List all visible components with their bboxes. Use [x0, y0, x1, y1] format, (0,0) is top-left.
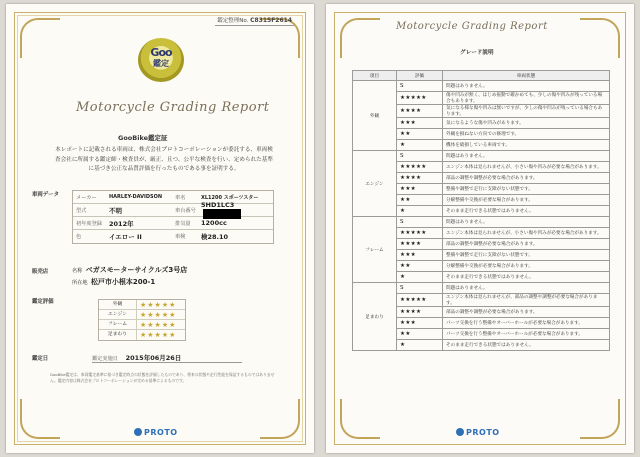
grade-label: フレーム — [99, 320, 137, 329]
condition-cell: 問題はありません。 — [443, 81, 610, 92]
condition-cell: 気になる様な傷や凹みは無いですが、少しの傷や凹みが残っている場合もあります。 — [443, 105, 610, 118]
vehicle-section-label: 車両データ — [32, 192, 59, 198]
condition-cell: そのまま走行できる状態ではありません。 — [443, 272, 610, 283]
goo-bike-logo — [138, 38, 184, 82]
corner-ornament — [20, 399, 60, 439]
grade-stars: ★★★★★ — [140, 300, 177, 309]
inspection-date — [92, 353, 242, 363]
shop-addr-label: 所在地 — [72, 280, 88, 286]
condition-cell: 部品の調整や調整が必要な場合があります。 — [443, 173, 610, 184]
condition-cell: 機体を破損している車両です。 — [443, 140, 610, 151]
condition-cell: 問題はありません。 — [443, 151, 610, 162]
proto-logo-icon — [456, 428, 464, 436]
condition-cell: エンジン本体は見られませんが、部品の調整や調整が必要な場合があります。 — [443, 294, 610, 307]
logo-text: Goo — [150, 46, 172, 59]
shop-address: 松戸市小根本200-1 — [90, 278, 156, 286]
grade-cell: ★★★★ — [397, 105, 443, 118]
grade-label: 足まわり — [99, 330, 137, 340]
field-value: イエロー II — [109, 233, 142, 241]
corner-ornament — [340, 399, 380, 439]
grade-cell: S — [397, 217, 443, 228]
table-row — [353, 81, 610, 92]
cert-number-value: C8315F2614 — [250, 17, 292, 24]
grade-explanation-page — [326, 4, 634, 453]
grade-cell: ★★★★★ — [397, 228, 443, 239]
grade-label: 外観 — [99, 300, 137, 309]
grade-cell: ★ — [397, 140, 443, 151]
field-label: 色 — [76, 234, 82, 240]
condition-cell: 外観を損ねない方向での修理です。 — [443, 129, 610, 140]
category-cell: 外観 — [353, 81, 397, 151]
condition-cell: パーツ交換を行う整備やオーバーホールが必要な場合があります。 — [443, 318, 610, 329]
table-row — [353, 151, 610, 162]
vehicle-row — [73, 217, 273, 230]
condition-cell: 整備や調整で走行に支障がない状態です。 — [443, 184, 610, 195]
grade-cell: ★★★★ — [397, 307, 443, 318]
grade-row — [99, 310, 185, 320]
vehicle-data-table — [72, 190, 274, 244]
grade-row — [99, 300, 185, 310]
proto-logo — [456, 428, 500, 437]
field-label: メーカー — [76, 194, 97, 201]
cert-number — [215, 16, 294, 26]
field-value: 2012年 — [109, 219, 134, 228]
table-row — [353, 217, 610, 228]
shop-addr-line — [72, 277, 187, 289]
condition-cell: 部品の調整や調整が必要な場合があります。 — [443, 239, 610, 250]
field-value: 1200cc — [201, 219, 227, 227]
field-value: 検28.10 — [201, 233, 229, 241]
proto-logo-text: PROTO — [466, 428, 500, 437]
intro-text: 本レポートに記載される車両は、株式会社プロトコーポレーションが委託する、車両検査会社に所属する鑑定師・検査員が、厳正、且つ、公平な検査を行い、定められた基準に基づき公正な品質評価を行ったものである事を証明する。 — [55, 147, 273, 172]
grade-cell: ★★★★★ — [397, 162, 443, 173]
condition-cell: 気になるような傷や凹みがあります。 — [443, 118, 610, 129]
field-value: HARLEY-DAVIDSON — [109, 194, 163, 200]
grade-cell: ★★★★★ — [397, 294, 443, 307]
frame-number-value: 5HD1LC3 — [201, 201, 235, 209]
grade-stars: ★★★★★ — [140, 310, 177, 319]
logo-sub: 鑑定 — [153, 59, 169, 68]
table-header-row — [353, 71, 610, 81]
grade-cell: S — [397, 283, 443, 294]
condition-cell: エンジン本体は見られませんが、小さい傷や凹みが必要な場合があります。 — [443, 162, 610, 173]
header-condition: 車両状態 — [443, 71, 610, 81]
grade-stars: ★★★★★ — [140, 331, 177, 339]
condition-cell: 整備や調整で走行に支障がない状態です。 — [443, 250, 610, 261]
frame-number — [201, 201, 273, 219]
corner-ornament — [580, 18, 620, 58]
grade-row — [99, 330, 185, 340]
report-subtitle: GooBike鑑定証 — [118, 134, 168, 142]
grade-explanation-table — [352, 70, 610, 351]
corner-ornament — [20, 18, 60, 58]
certificate-page — [6, 4, 314, 453]
proto-logo-text: PROTO — [144, 428, 178, 437]
grade-cell: S — [397, 81, 443, 92]
grade-cell: ★★★ — [397, 318, 443, 329]
proto-logo-icon — [134, 428, 142, 436]
condition-cell: 分解整備や交換が必要な場合があります。 — [443, 261, 610, 272]
header-grade: 評価 — [397, 71, 443, 81]
table-row — [353, 283, 610, 294]
grade-cell: ★★ — [397, 329, 443, 340]
field-value: XL1200 スポーツスター — [201, 194, 259, 201]
report-title: Motorcycle Grading Report — [76, 100, 270, 115]
report-title: Motorcycle Grading Report — [396, 21, 548, 32]
grade-summary-table — [98, 299, 186, 341]
shop-section-label: 販売店 — [32, 269, 49, 275]
header-item: 項目 — [353, 71, 397, 81]
grade-cell: ★★ — [397, 129, 443, 140]
vehicle-row — [73, 201, 273, 217]
category-cell: 足まわり — [353, 283, 397, 351]
grade-cell: ★ — [397, 340, 443, 351]
grade-cell: ★★★ — [397, 250, 443, 261]
corner-ornament — [580, 399, 620, 439]
condition-cell: そのまま走行できる状態ではありません。 — [443, 340, 610, 351]
field-label: 車台番号 — [175, 207, 196, 214]
grade-cell: ★★★★ — [397, 173, 443, 184]
grade-stars: ★★★★★ — [140, 320, 177, 329]
shop-info — [72, 265, 187, 289]
report-subtitle: グレード説明 — [460, 50, 494, 56]
redaction-bar — [203, 209, 241, 219]
condition-cell: パーツ交換を行う整備やオーバーホールが必要な場合があります。 — [443, 329, 610, 340]
condition-cell: 問題はありません。 — [443, 283, 610, 294]
condition-cell: エンジン本体は見られませんが、小さい傷や凹みが必要な場合があります。 — [443, 228, 610, 239]
vehicle-row — [73, 230, 273, 243]
grade-cell: ★★★★★ — [397, 92, 443, 105]
date-label: 鑑定実施日 — [92, 356, 118, 362]
grade-cell: ★ — [397, 206, 443, 217]
field-label: 初年度登録 — [76, 220, 102, 227]
condition-cell: そのまま走行できる状態ではありません。 — [443, 206, 610, 217]
field-label: 排気量 — [175, 220, 191, 227]
shop-name-line — [72, 265, 187, 277]
grade-section-label: 鑑定評価 — [32, 299, 54, 305]
cert-number-label: 鑑定整理No. — [217, 18, 249, 24]
date-value: 2015年06月26日 — [125, 354, 182, 362]
field-label: 車検 — [175, 234, 186, 240]
shop-name-label: 名称 — [72, 268, 83, 274]
fine-print: GooBike鑑定は、車両鑑定基準に基づき鑑定時点の状態を評価したものであり、将来の状態や走行性能を保証するものではありません。鑑定内容は株式会社プロトコーポレーションが定める基準によるものです。 — [50, 372, 275, 383]
category-cell: エンジン — [353, 151, 397, 217]
shop-name: ベガスモーターサイクルズ3号店 — [85, 266, 188, 274]
date-section-label: 鑑定日 — [32, 356, 49, 362]
grade-cell: ★★ — [397, 195, 443, 206]
proto-logo — [134, 428, 178, 437]
category-cell: フレーム — [353, 217, 397, 283]
condition-cell: 問題はありません。 — [443, 217, 610, 228]
field-value: 不明 — [109, 206, 122, 215]
grade-row — [99, 320, 185, 330]
grade-cell: ★★ — [397, 261, 443, 272]
grade-cell: ★★★ — [397, 184, 443, 195]
condition-cell: 分解整備や交換が必要な場合があります。 — [443, 195, 610, 206]
field-label: 車名 — [175, 194, 186, 201]
grade-label: エンジン — [99, 310, 137, 319]
corner-ornament — [260, 399, 300, 439]
grade-cell: S — [397, 151, 443, 162]
condition-cell: 傷や凹みが無く、はじめ振動で確かめても、少しの傷や凹みが残っている場合もあります。 — [443, 92, 610, 105]
condition-cell: 部品の調整や調整が必要な場合があります。 — [443, 307, 610, 318]
grade-cell: ★★★ — [397, 118, 443, 129]
grade-cell: ★ — [397, 272, 443, 283]
grade-cell: ★★★★ — [397, 239, 443, 250]
field-label: 型式 — [76, 207, 87, 214]
corner-ornament — [340, 18, 380, 58]
